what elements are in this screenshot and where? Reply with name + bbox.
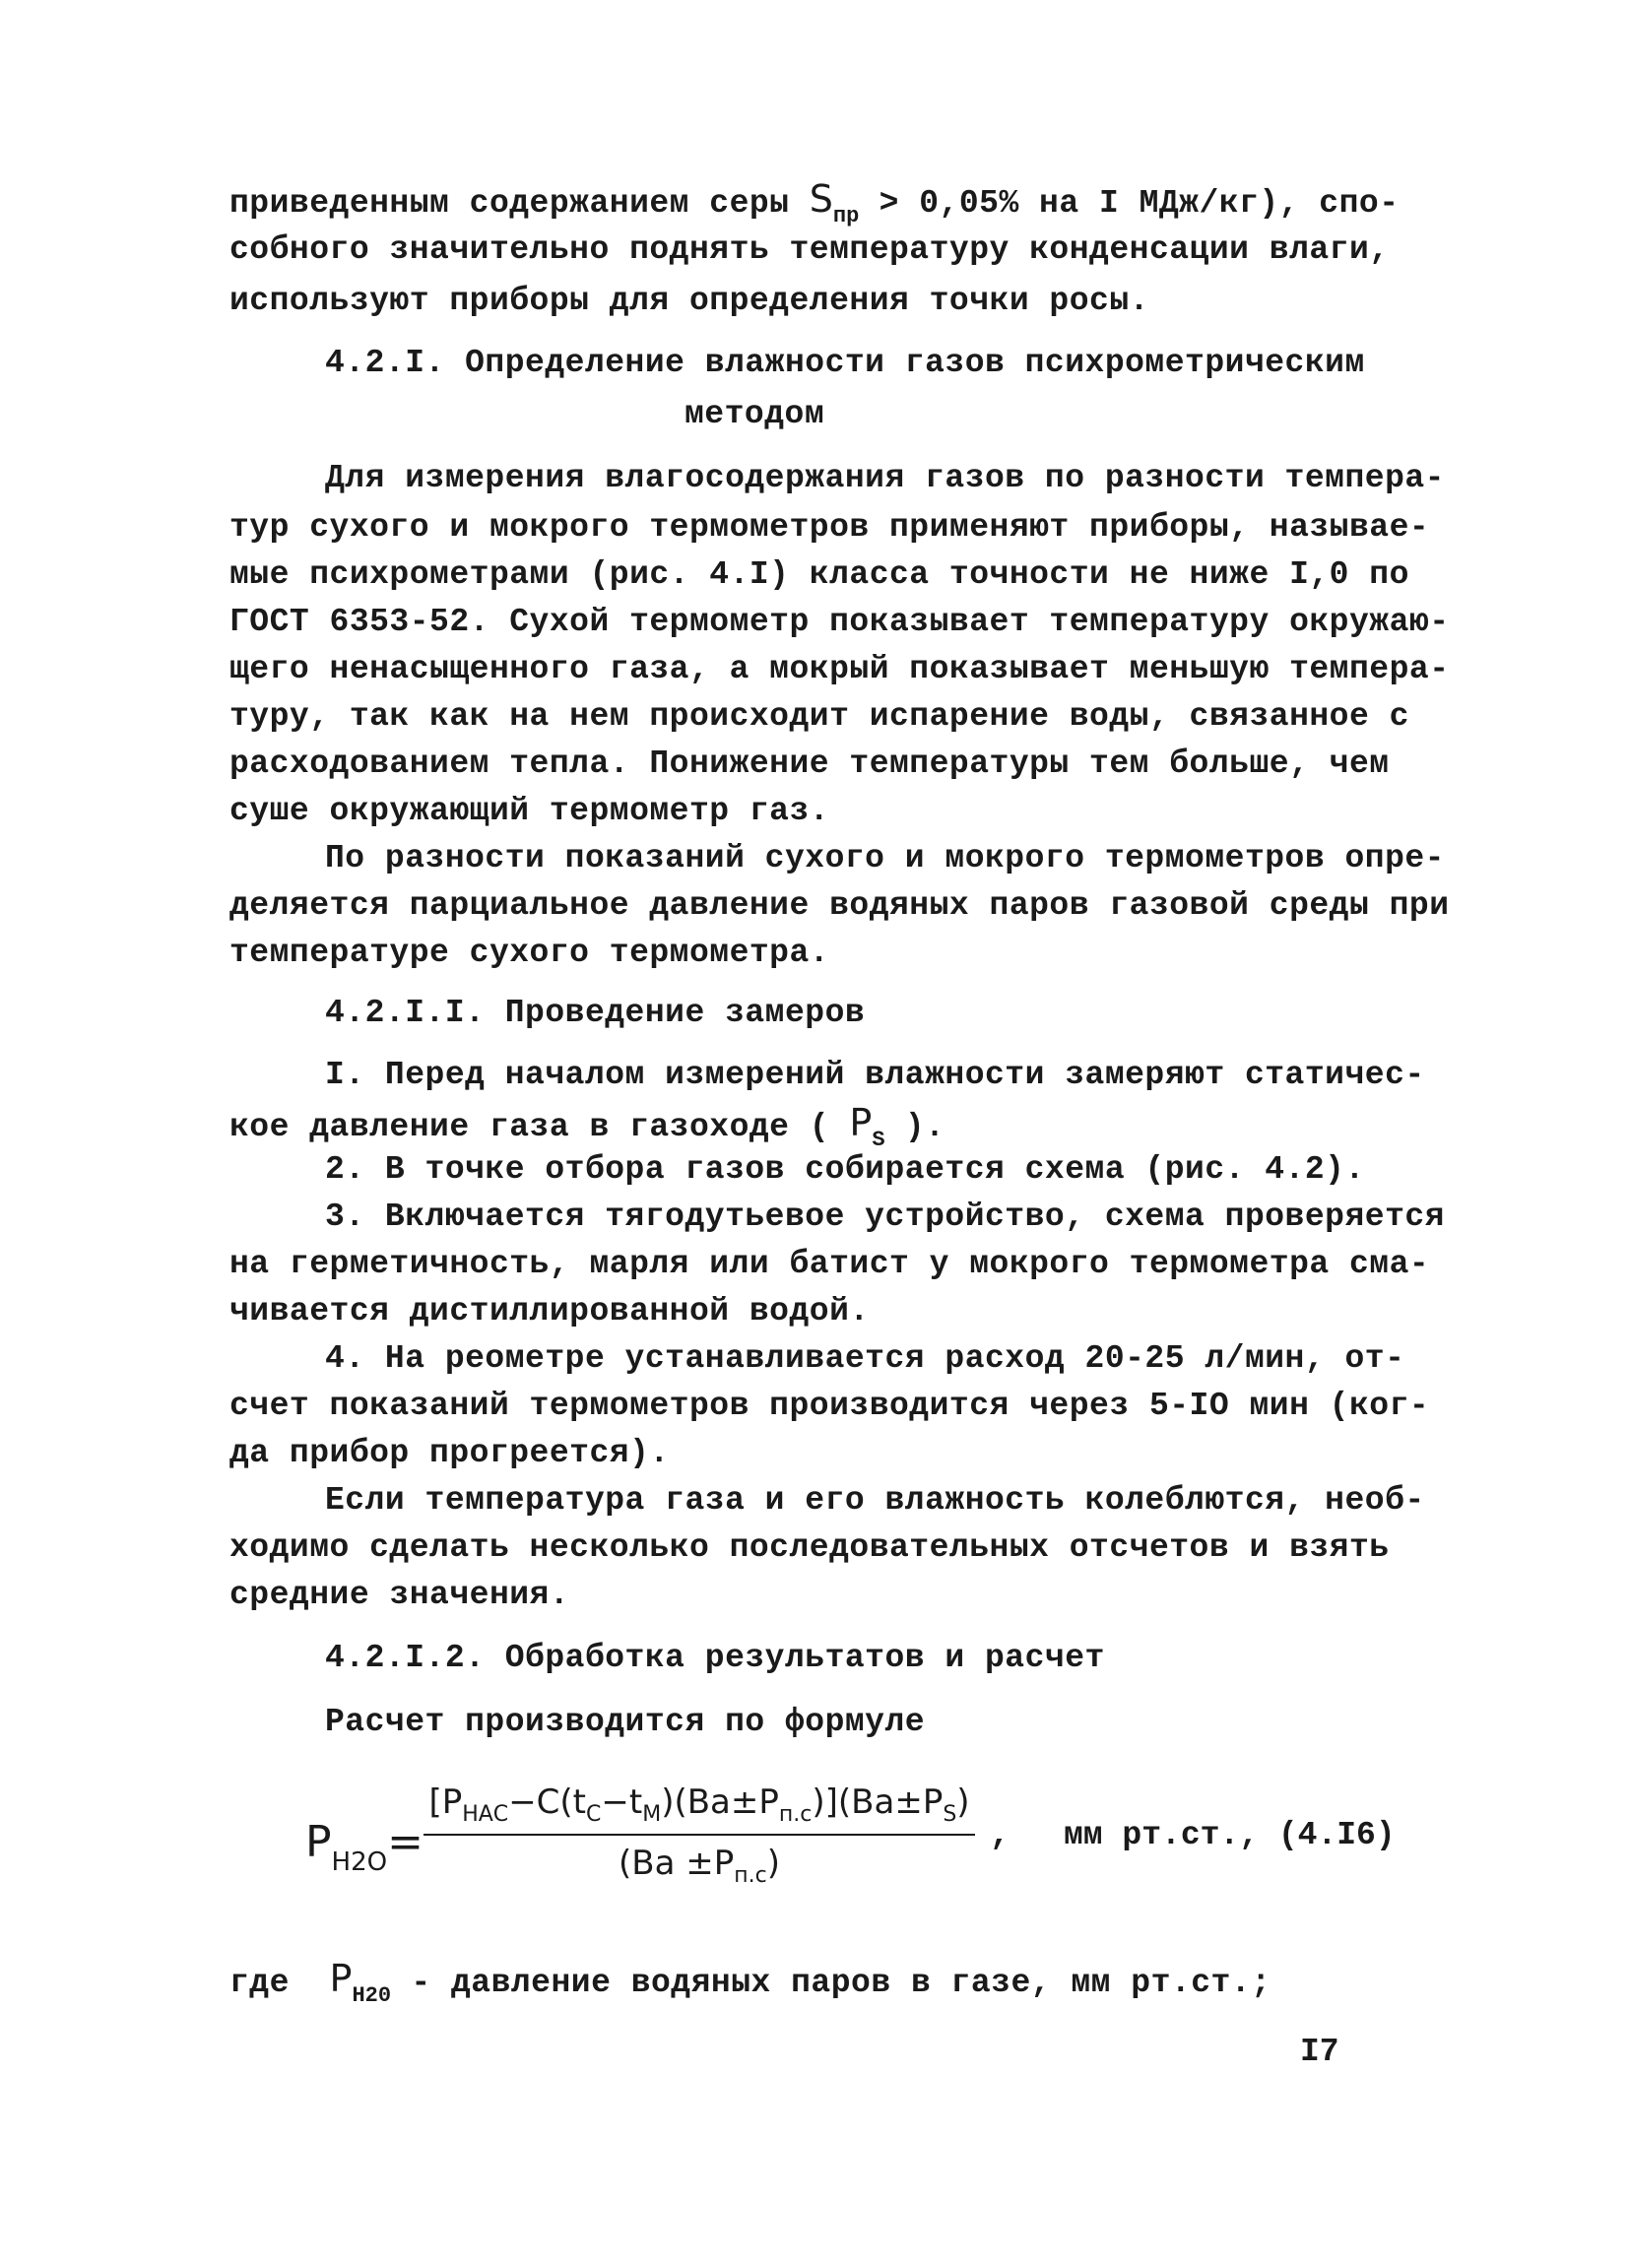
formula-unit-and-number: мм рт.ст., (4.I6) <box>1064 1817 1396 1853</box>
text-line: мые психрометрами (рис. 4.I) класса точности не ниже I,0 по <box>229 556 1409 593</box>
text-line: 2. В точке отбора газов собирается схема (рис. 4.2). <box>325 1151 1365 1188</box>
text-line: температуре сухого термометра. <box>229 935 830 971</box>
text-line: ходимо сделать несколько последовательных отсчетов и взять <box>229 1529 1390 1566</box>
section-heading: 4.2.I. Определение влажности газов психрометрическим <box>325 345 1365 381</box>
text-line: Для измерения влагосодержания газов по разности темпера- <box>325 460 1445 496</box>
text-line: ГОСТ 6353-52. Сухой термометр показывает температуру окружаю- <box>229 604 1450 640</box>
text-line: I. Перед началом измерений влажности замеряют статичес- <box>325 1057 1425 1093</box>
text-line: По разности показаний сухого и мокрого термометров опре- <box>325 840 1445 876</box>
where-line: где $P_{H20}$ - давление водяных паров в газе, мм рт.ст.; <box>229 1957 1271 2008</box>
text-line: собного значительно поднять температуру конденсации влаги, <box>229 231 1390 268</box>
formula-denominator: $(Ba \pm P_{п.с})$ <box>619 1844 780 1888</box>
text-line: средние значения. <box>229 1577 570 1613</box>
formula-comma: , <box>990 1817 1010 1854</box>
text-line: суше окружающий термометр газ. <box>229 793 830 829</box>
text-line: расходованием тепла. Понижение температуры тем больше, чем <box>229 745 1390 782</box>
text-line: чивается дистиллированной водой. <box>229 1293 870 1329</box>
text-line: используют приборы для определения точки росы. <box>229 283 1149 319</box>
text-line: туру, так как на нем происходит испарение воды, связанное с <box>229 698 1409 735</box>
text-line: кое давление газа в газоходе ( $P_S$ ). <box>229 1101 945 1152</box>
fraction-bar <box>424 1834 975 1836</box>
text-line: деляется парциальное давление водяных паров газовой среды при <box>229 887 1450 924</box>
text-line: 4. На реометре устанавливается расход 20-25 л/мин, от- <box>325 1340 1405 1377</box>
text-line: счет показаний термометров производится через 5-IO мин (ког- <box>229 1388 1430 1424</box>
subsection-heading: 4.2.I.2. Обработка результатов и расчет <box>325 1640 1105 1676</box>
text-line: приведенным содержанием серы $S_{пр} > 0,05\%$ на I МДж/кг), спо- <box>229 177 1400 228</box>
page-number: I7 <box>1300 2034 1339 2070</box>
formula-4-16 <box>295 1782 1428 1911</box>
text-line: на герметичность, марля или батист у мокрого термометра сма- <box>229 1246 1430 1282</box>
formula-numerator: $[P_{НАС}-C(t_C-t_М)(Ba\pm P_{п.с})](Ba\pm P_S)$ <box>428 1782 970 1827</box>
text-line: щего ненасыщенного газа, а мокрый показывает меньшую темпера- <box>229 651 1450 687</box>
text-line: 3. Включается тягодутьевое устройство, схема проверяется <box>325 1199 1445 1235</box>
text-line: тур сухого и мокрого термометров применяют приборы, называе- <box>229 509 1430 546</box>
text-line: да прибор прогреется). <box>229 1435 670 1471</box>
subsection-heading: 4.2.I.I. Проведение замеров <box>325 995 866 1031</box>
text-line: Расчет производится по формуле <box>325 1704 926 1740</box>
formula-lhs: $P_{H2O}=$ <box>305 1817 424 1877</box>
text-line: Если температура газа и его влажность колеблются, необ- <box>325 1482 1425 1519</box>
section-heading-cont: методом <box>684 396 825 432</box>
